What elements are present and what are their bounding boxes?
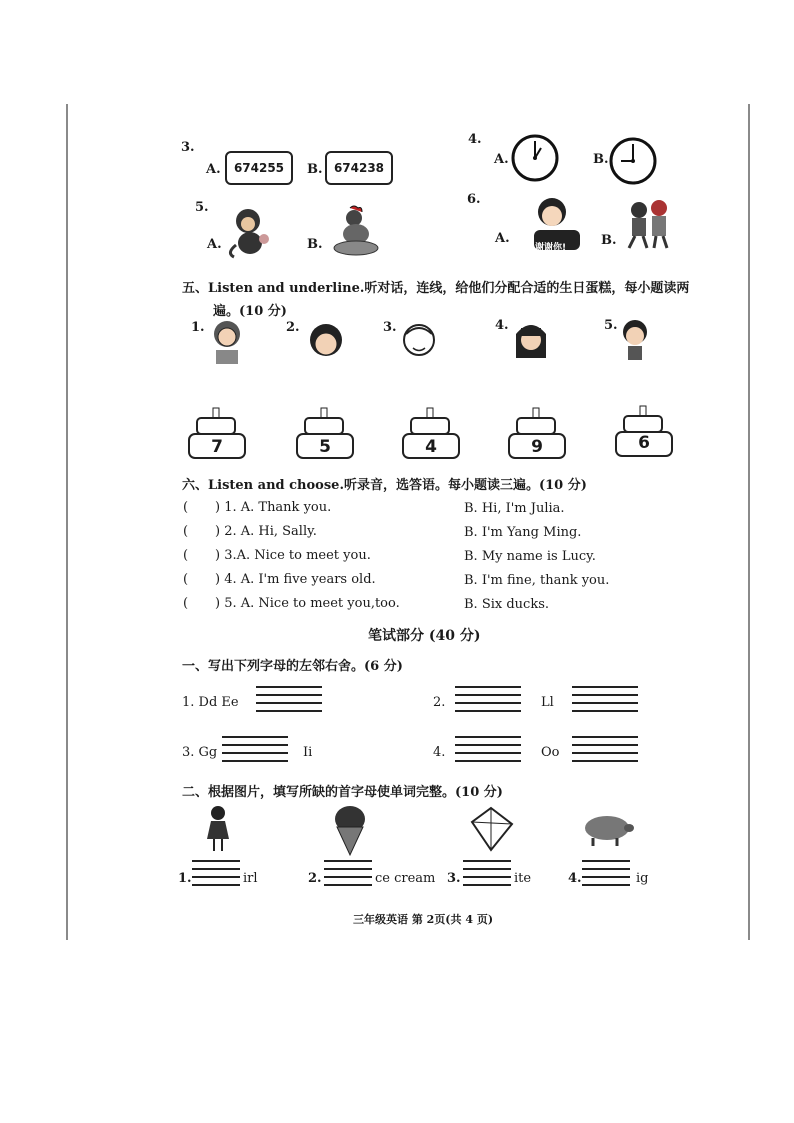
girl-face-icon — [514, 320, 548, 360]
boy-face-icon — [306, 322, 346, 358]
word-suffix: ig — [636, 871, 649, 886]
cake-number: 5 — [319, 437, 331, 457]
thank-you-sign-text: 谢谢你! — [535, 243, 567, 253]
letter-given: Ii — [303, 745, 313, 760]
letters-q1: 1. Dd Ee — [182, 695, 239, 710]
word-number: 3. — [447, 871, 461, 886]
person-number: 4. — [495, 318, 509, 333]
word-number: 4. — [568, 871, 582, 886]
option-b-label: B. — [307, 237, 323, 252]
question-number: 5. — [195, 200, 209, 215]
word-number: 2. — [308, 871, 322, 886]
writing-lines[interactable] — [256, 686, 322, 712]
written-1-title: 一、写出下列字母的左邻右舍。(6 分) — [182, 659, 403, 674]
question-number: 3. — [181, 140, 195, 155]
option-b-text: B. I'm Yang Ming. — [464, 525, 582, 540]
person-number: 5. — [604, 318, 618, 333]
option-a-label: A. — [494, 152, 509, 167]
letters-q3: 3. Gg — [182, 745, 218, 760]
option-b-text: B. I'm fine, thank you. — [464, 573, 610, 588]
answer-paren: ( — [183, 500, 189, 515]
section-6-title: 六、Listen and choose.听录音，选答语。每小题读三遍。(10 分) — [182, 478, 587, 493]
word-suffix: ite — [514, 871, 532, 886]
writing-lines[interactable] — [192, 860, 240, 886]
option-b-text: B. My name is Lucy. — [464, 549, 596, 564]
question-number: 4. — [468, 132, 482, 147]
rooster-icon — [332, 204, 380, 256]
option-a-label: A. — [207, 237, 222, 252]
answer-paren: ( — [183, 548, 189, 563]
word-number: 1. — [178, 871, 192, 886]
clock-icon — [609, 137, 657, 185]
answer-paren: ( — [183, 596, 189, 611]
ice-cream-icon — [333, 805, 367, 855]
kite-icon — [468, 806, 514, 852]
right-page-edge — [748, 104, 750, 940]
letters-q2: 2. — [433, 695, 446, 710]
phone-number-box-b: 674238 — [325, 151, 393, 185]
answer-paren: ( — [183, 524, 189, 539]
answer-paren: ( — [183, 572, 189, 587]
written-2-title: 二、根据图片，填写所缺的首字母使单词完整。(10 分) — [182, 785, 503, 800]
left-page-edge — [66, 104, 68, 940]
option-a-label: A. — [495, 231, 510, 246]
question-number: 6. — [467, 192, 481, 207]
option-a-text: ) 1. A. Thank you. — [215, 500, 332, 515]
cake-number: 7 — [211, 437, 223, 457]
option-b-label: B. — [601, 233, 617, 248]
boy-face-icon — [402, 322, 436, 362]
option-a-text: ) 4. A. I'm five years old. — [215, 572, 376, 587]
writing-lines[interactable] — [582, 860, 630, 886]
writing-lines[interactable] — [572, 686, 638, 712]
written-part-title: 笔试部分 (40 分) — [368, 628, 481, 644]
writing-lines[interactable] — [222, 736, 288, 762]
letter-given: Oo — [541, 745, 560, 760]
letter-given: Ll — [541, 695, 554, 710]
letters-q4: 4. — [433, 745, 446, 760]
writing-lines[interactable] — [572, 736, 638, 762]
option-a-label: A. — [206, 162, 221, 177]
phone-number-box-a: 674255 — [225, 151, 293, 185]
section-5-title: 五、Listen and underline.听对话，连线，给他们分配合适的生日蛋糕，每小题读两 — [182, 281, 690, 296]
word-suffix: ce cream — [375, 871, 436, 886]
clock-icon — [511, 134, 559, 182]
girl-face-icon — [210, 320, 244, 364]
option-b-label: B. — [307, 162, 323, 177]
monkey-icon — [226, 205, 276, 257]
writing-lines[interactable] — [455, 736, 521, 762]
writing-lines[interactable] — [455, 686, 521, 712]
option-a-text: ) 3.A. Nice to meet you. — [215, 548, 371, 563]
person-number: 3. — [383, 320, 397, 335]
option-a-text: ) 2. A. Hi, Sally. — [215, 524, 317, 539]
option-b-label: B. — [593, 152, 609, 167]
person-number: 2. — [286, 320, 300, 335]
option-b-text: B. Hi, I'm Julia. — [464, 501, 565, 516]
girl-icon — [205, 805, 231, 851]
person-number: 1. — [191, 320, 205, 335]
page-footer: 三年级英语 第 2页(共 4 页) — [353, 913, 494, 926]
pig-icon — [583, 812, 635, 848]
option-a-text: ) 5. A. Nice to meet you,too. — [215, 596, 400, 611]
writing-lines[interactable] — [324, 860, 372, 886]
section-5-title-cont: 遍。(10 分) — [213, 304, 287, 319]
cake-number: 9 — [531, 437, 543, 457]
boy-face-icon — [620, 318, 650, 360]
word-suffix: irl — [243, 871, 258, 886]
cake-number: 6 — [638, 433, 650, 453]
writing-lines[interactable] — [463, 860, 511, 886]
cake-number: 4 — [425, 437, 437, 457]
option-b-text: B. Six ducks. — [464, 597, 550, 612]
two-children-icon — [623, 196, 675, 250]
